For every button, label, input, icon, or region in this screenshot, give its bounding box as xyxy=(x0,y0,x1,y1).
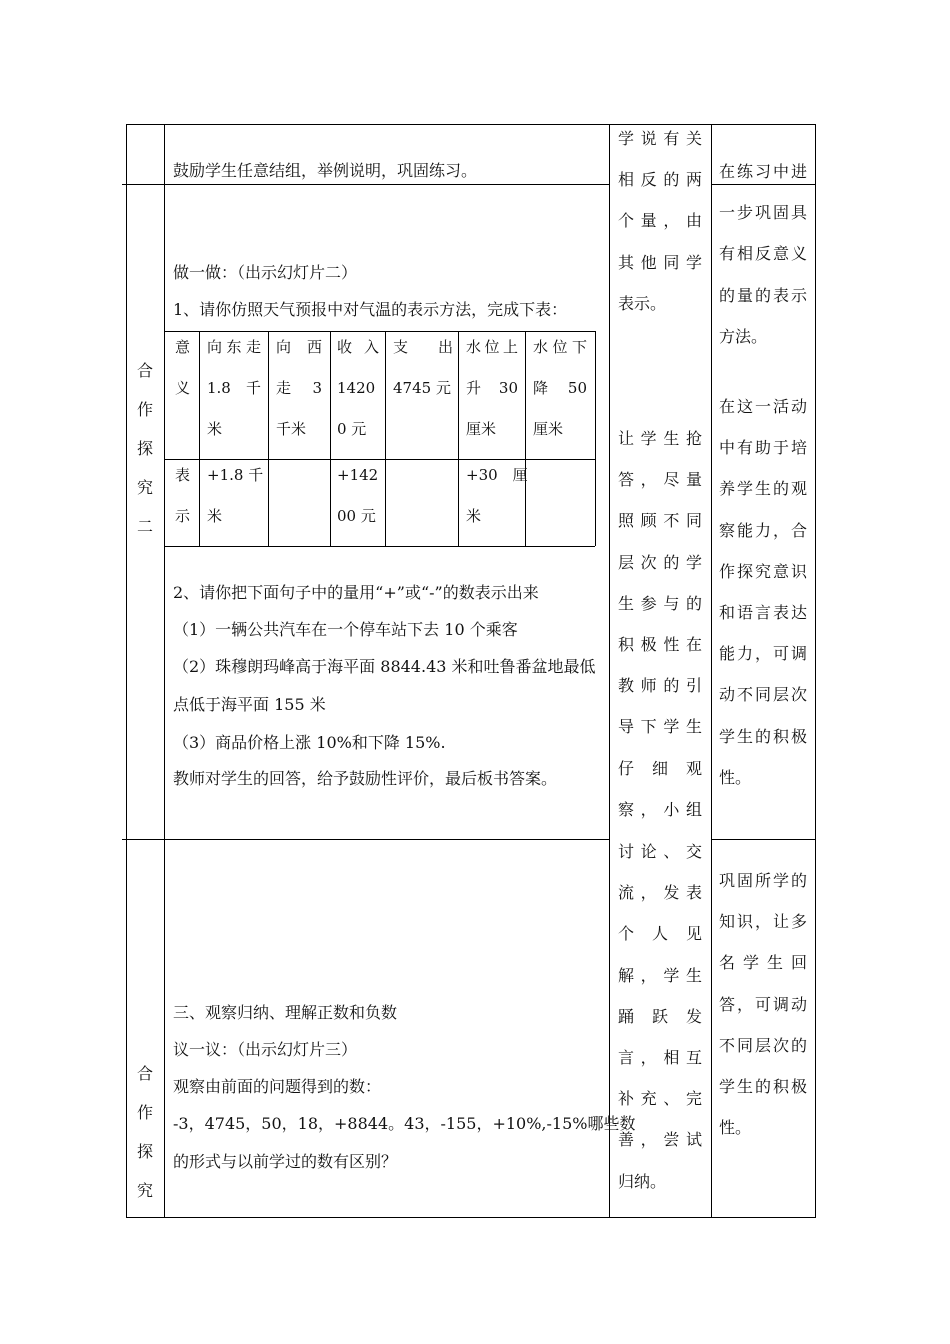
row1-content: 鼓励学生任意结组，举例说明，巩固练习。 xyxy=(173,161,478,180)
row-divider-2-right xyxy=(711,839,815,840)
row3-title: 三、观察归纳、理解正数和负数 xyxy=(173,1003,398,1022)
table-border-bottom xyxy=(126,1217,815,1218)
row3-subtitle: 议一议：（出示幻灯片三） xyxy=(173,1040,358,1059)
inner-col-line xyxy=(199,331,200,546)
cell-represent-header: 表 示 xyxy=(175,466,191,525)
row2-item-1: （1）一辆公共汽车在一个停车站下去 10 个乘客 xyxy=(173,620,518,639)
design-intent-a: 在练习中进 一步巩固具 有相反意义 的量的表示 方法。 xyxy=(719,162,807,346)
inner-col-line xyxy=(330,331,331,546)
inner-col-line xyxy=(268,331,269,546)
cell-meaning-income: 收 入 1420 0 元 xyxy=(337,338,379,438)
inner-col-line xyxy=(385,331,386,546)
cell-represent-water-up: +30 厘 米 xyxy=(466,466,528,525)
cell-meaning-water-down: 水位下 降 50 厘米 xyxy=(533,338,587,438)
student-activity-c: 讨论、交 流，发表 个 人 见 解，学生 踊跃发 言，相互 补充、完 善，尝试 归纳。 xyxy=(618,842,702,1191)
design-intent-c: 巩固所学的 知识，让多 名学生回 答，可调动 不同层次的 学生的积极 性。 xyxy=(719,871,807,1138)
table-border-right xyxy=(815,124,816,1218)
row2-question-1: 1、请你仿照天气预报中对气温的表示方法，完成下表： xyxy=(173,300,568,319)
inner-table-bottom xyxy=(164,546,595,547)
design-intent-b: 在这一活动 中有助于培 养学生的观 察能力，合 作探究意识 和语言表达 能力，可调 动不同层次 学生的积极 性。 xyxy=(719,397,807,787)
table-divider-section xyxy=(164,124,165,1218)
row3-question: 的形式与以前学过的数有区别？ xyxy=(173,1152,398,1171)
cell-meaning-expense: 支 出 4745 元 xyxy=(393,338,454,397)
row2-item-3: （3）商品价格上涨 10%和下降 15%. xyxy=(173,733,446,752)
cell-meaning-header: 意 义 xyxy=(175,338,191,397)
table-divider-intent xyxy=(711,124,712,1218)
row2-title: 做一做：（出示幻灯片二） xyxy=(173,263,358,282)
table-border-left xyxy=(126,124,127,1218)
row2-question-2: 2、请你把下面句子中的量用“+”或“-”的数表示出来 xyxy=(173,583,539,602)
cell-meaning-water-up: 水位上 升 30 厘米 xyxy=(466,338,518,438)
row-divider-1-left xyxy=(122,184,609,185)
row2-teacher-note: 教师对学生的回答，给予鼓励性评价，最后板书答案。 xyxy=(173,769,558,788)
row-divider-2-left xyxy=(122,839,609,840)
section-label-coop-2: 合 作 探 究 二 xyxy=(136,361,153,536)
inner-col-line xyxy=(458,331,459,546)
row2-item-2a: （2）珠穆朗玛峰高于海平面 8844.43 米和吐鲁番盆地最低 xyxy=(173,657,596,676)
cell-meaning-west: 向 西 走 3 千米 xyxy=(276,338,322,438)
table-divider-student xyxy=(609,124,610,1218)
cell-represent-income: +142 00 元 xyxy=(337,466,379,525)
student-activity-a: 学说有关 相反的两 个量，由 其他同学 表示。 xyxy=(618,129,702,313)
student-activity-b: 让学生抢 答，尽量 照顾不同 层次的学 生参与的 积极性在 教师的引 导下学生 仔 细 观 察，小组 xyxy=(618,429,702,819)
cell-meaning-east: 向东走 1.8 千 米 xyxy=(207,338,261,438)
row2-item-2b: 点低于海平面 155 米 xyxy=(173,695,326,714)
cell-represent-east: +1.8 千 米 xyxy=(207,466,264,525)
table-border-top xyxy=(126,124,815,125)
section-label-coop: 合 作 探 究 xyxy=(136,1064,153,1200)
row3-numbers: -3，4745，50，18，+8844。43，-155，+10%,-15%哪些数 xyxy=(173,1114,636,1133)
inner-table-right xyxy=(595,331,596,546)
row3-observe: 观察由前面的问题得到的数： xyxy=(173,1077,382,1096)
